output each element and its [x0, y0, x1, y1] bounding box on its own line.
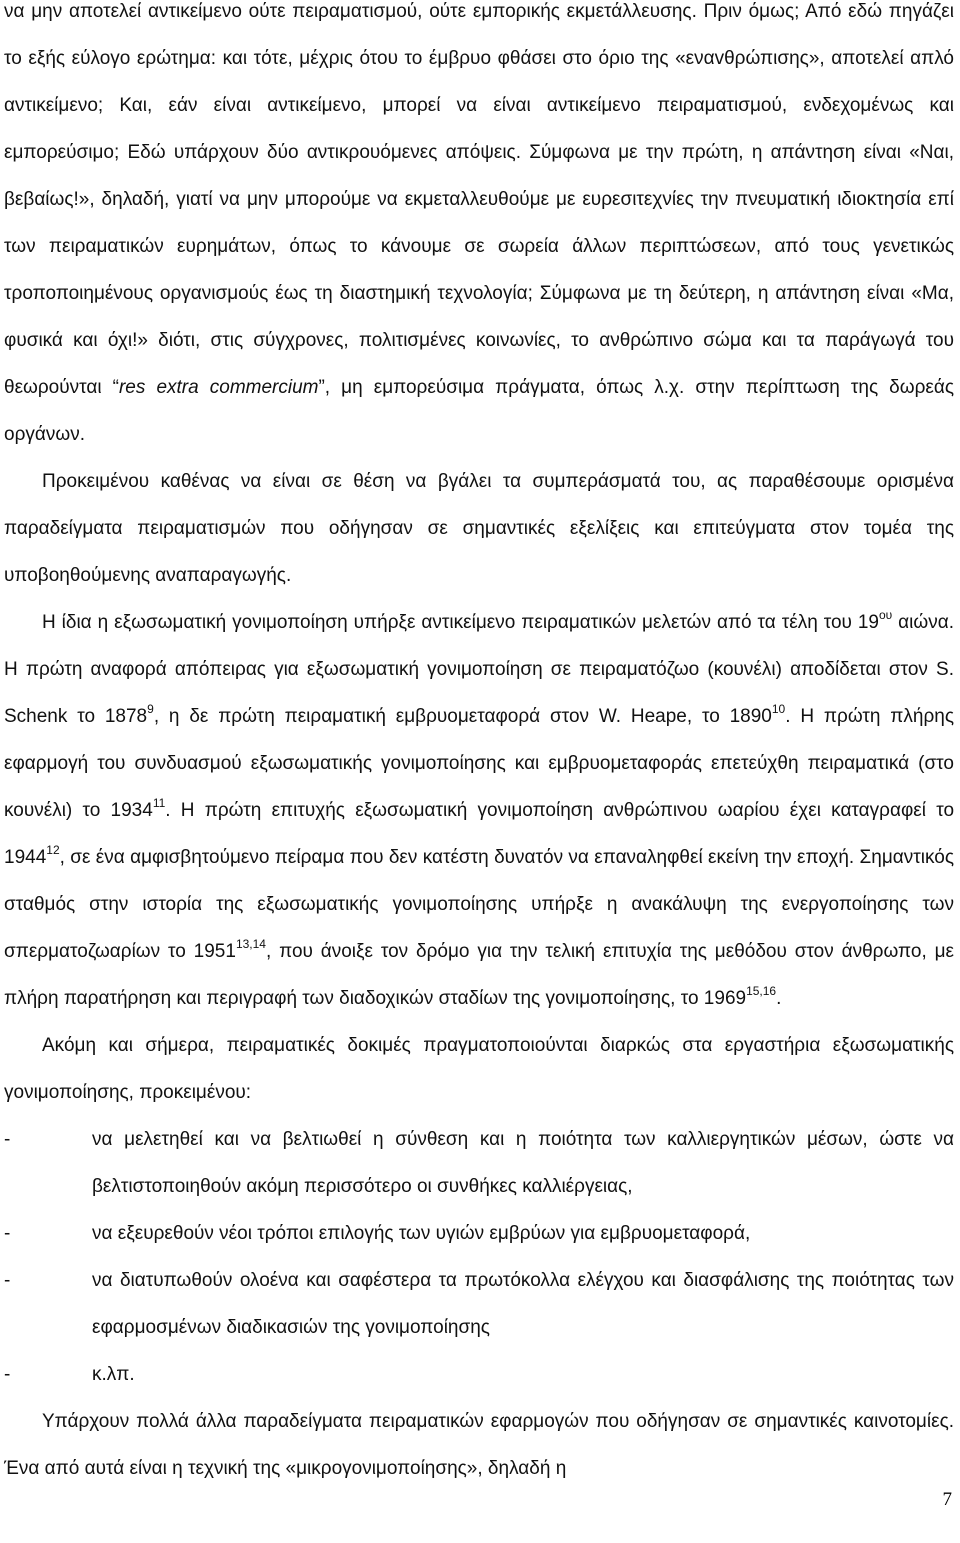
paragraph-3-text: , σε ένα αμφισβητούμενο πείραμα που δεν κατέστη δυνατόν να επαναληφθεί εκείνη την εποχή. Σημαντικός σταθμός στην ιστορία της εξωσωματικής γονιμοποίησης υπήρξε η ανακάλυψη της ενεργοποίησης των σπερματοζωαρίων το 1951	[4, 847, 954, 962]
list-item-text: κ.λπ.	[92, 1364, 135, 1385]
paragraph-1-text-b: ”, μη εμπορεύσιμα πράγματα, όπως λ.χ. στην περίπτωση της δωρεάς οργάνων.	[4, 377, 955, 445]
paragraph-2: Προκειμένου καθένας να είναι σε θέση να βγάλει τα συμπεράσματά του, ας παραθέσουμε ορισμένα παραδείγματα πειραματισμών που οδήγησαν σε σημαντικές εξελίξεις και επιτεύγματα στον τομέα της υποβοηθούμενης αναπαραγωγής.	[4, 471, 954, 586]
list-item	[4, 1257, 954, 1351]
footnote-ref: 13,14	[235, 937, 266, 951]
paragraph-3-text: . Η πρώτη επιτυχής εξωσωματική γονιμοποίηση ανθρώπινου ωαρίου έχει καταγραφεί το 1944	[4, 800, 955, 868]
footnote-ref: 15,16	[746, 984, 777, 998]
dash-bullet: -	[4, 1129, 11, 1150]
list-item-text: να διατυπωθούν ολοένα και σαφέστερα τα πρωτόκολλα ελέγχου και διασφάλισης της ποιότητας των εφαρμοσμένων διαδικασιών της γονιμοποίησης	[92, 1270, 954, 1338]
paragraph-1	[4, 0, 954, 458]
list-item	[4, 1351, 954, 1398]
footnote-ref: 12	[46, 843, 60, 857]
paragraph-3-text: Η ίδια η εξωσωματική γονιμοποίηση υπήρξε αντικείμενο πειραματικών μελετών από τα τέλη του 19	[42, 612, 879, 633]
list-item	[4, 1116, 954, 1210]
dash-list	[4, 1116, 954, 1398]
list-item	[4, 1210, 954, 1257]
footnote-ref: 10	[771, 702, 786, 716]
dash-bullet: -	[4, 1364, 11, 1385]
list-item-text: να εξευρεθούν νέοι τρόποι επιλογής των υγιών εμβρύων για εμβρυομεταφορά,	[92, 1223, 751, 1244]
superscript-century: ου	[878, 608, 893, 622]
dash-bullet: -	[4, 1270, 11, 1291]
paragraph-3-text: , που άνοιξε τον δρόμο για την τελική επιτυχία της μεθόδου στον άνθρωπο, με πλήρη παρατήρηση και περιγραφή των διαδοχικών σταδίων της γονιμοποίησης, το 1969	[4, 941, 954, 1009]
paragraph-1-text-a: να μην αποτελεί αντικείμενο ούτε πειραματισμού, ούτε εμπορικής εκμετάλλευσης. Πριν όμως; Από εδώ πηγάζει το εξής εύλογο ερώτημα: και τότε, μέχρις ότου το έμβρυο φθάσει στο όριο της «εναvθρώπισης», αποτελεί απλό αντικείμενο; Και, εάν είναι αντικείμενο, μπορεί να είναι αντικείμενο πειραματισμού, ενδεχομένως και εμπορεύσιμο; Εδώ υπάρχουν δύο αντικρουόμενες απόψεις. Σύμφωνα με την πρώτη, η απάντηση είναι «Ναι, βεβαίως!», δηλαδή, γιατί να μην μπορούμε να εκμεταλλευθούμε με ευρεσιτεχνίες την πνευματική ιδιοκτησία επί των πειραματικών ευρημάτων, όπως το κάνουμε σε σωρεία άλλων περιπτώσεων, από τους γενετικώς τροποποιημένους οργανισμούς έως τη διαστημική τεχνολογία; Σύμφωνα με τη δεύτερη, η απάντηση είναι «Μα, φυσικά και όχι!» διότι, στις σύγχρονες, πολιτισμένες κοινωνίες, το ανθρώπινο σώμα και τα παράγωγά του θεωρούνται “	[4, 1, 954, 398]
dash-bullet: -	[4, 1223, 11, 1244]
latin-phrase: res extra commercium	[118, 377, 319, 398]
page-number: 7	[942, 1489, 952, 1510]
paragraph-3-text: αιώνα. Η πρώτη αναφορά απόπειρας για εξωσωματική γονιμοποίηση σε πειραματόζωο (κουνέλι) αποδίδεται στον S. Schenk το 1878	[4, 612, 954, 727]
paragraph-3	[4, 599, 954, 1022]
paragraph-4: Ακόμη και σήμερα, πειραματικές δοκιμές πραγματοποιούνται διαρκώς στα εργαστήρια εξωσωματικής γονιμοποίησης, προκειμένου:	[4, 1035, 954, 1103]
paragraph-3-text: .	[776, 988, 782, 1009]
paragraph-3-text: , η δε πρώτη πειραματική εμβρυομεταφορά στον W. Heape, το 1890	[153, 706, 772, 727]
paragraph-5: Υπάρχουν πολλά άλλα παραδείγματα πειραματικών εφαρμογών που οδήγησαν σε σημαντικές καινοτομίες. Ένα από αυτά είναι η τεχνική της «μικρογονιμοποίησης», δηλαδή η	[4, 1411, 954, 1479]
footnote-ref: 9	[147, 702, 154, 716]
paragraph-3-text: . Η πρώτη πλήρης εφαρμογή του συνδυασμού εξωσωματικής γονιμοποίησης και εμβρυομεταφοράς επετεύχθη πειραματικά (στο κουνέλι) το 1934	[4, 706, 954, 821]
footnote-ref: 11	[152, 796, 166, 810]
list-item-text: να μελετηθεί και να βελτιωθεί η σύνθεση και η ποιότητα των καλλιεργητικών μέσων, ώστε να βελτιστοποιηθούν ακόμη περισσότερο οι συνθήκες καλλιέργειας,	[92, 1129, 954, 1197]
